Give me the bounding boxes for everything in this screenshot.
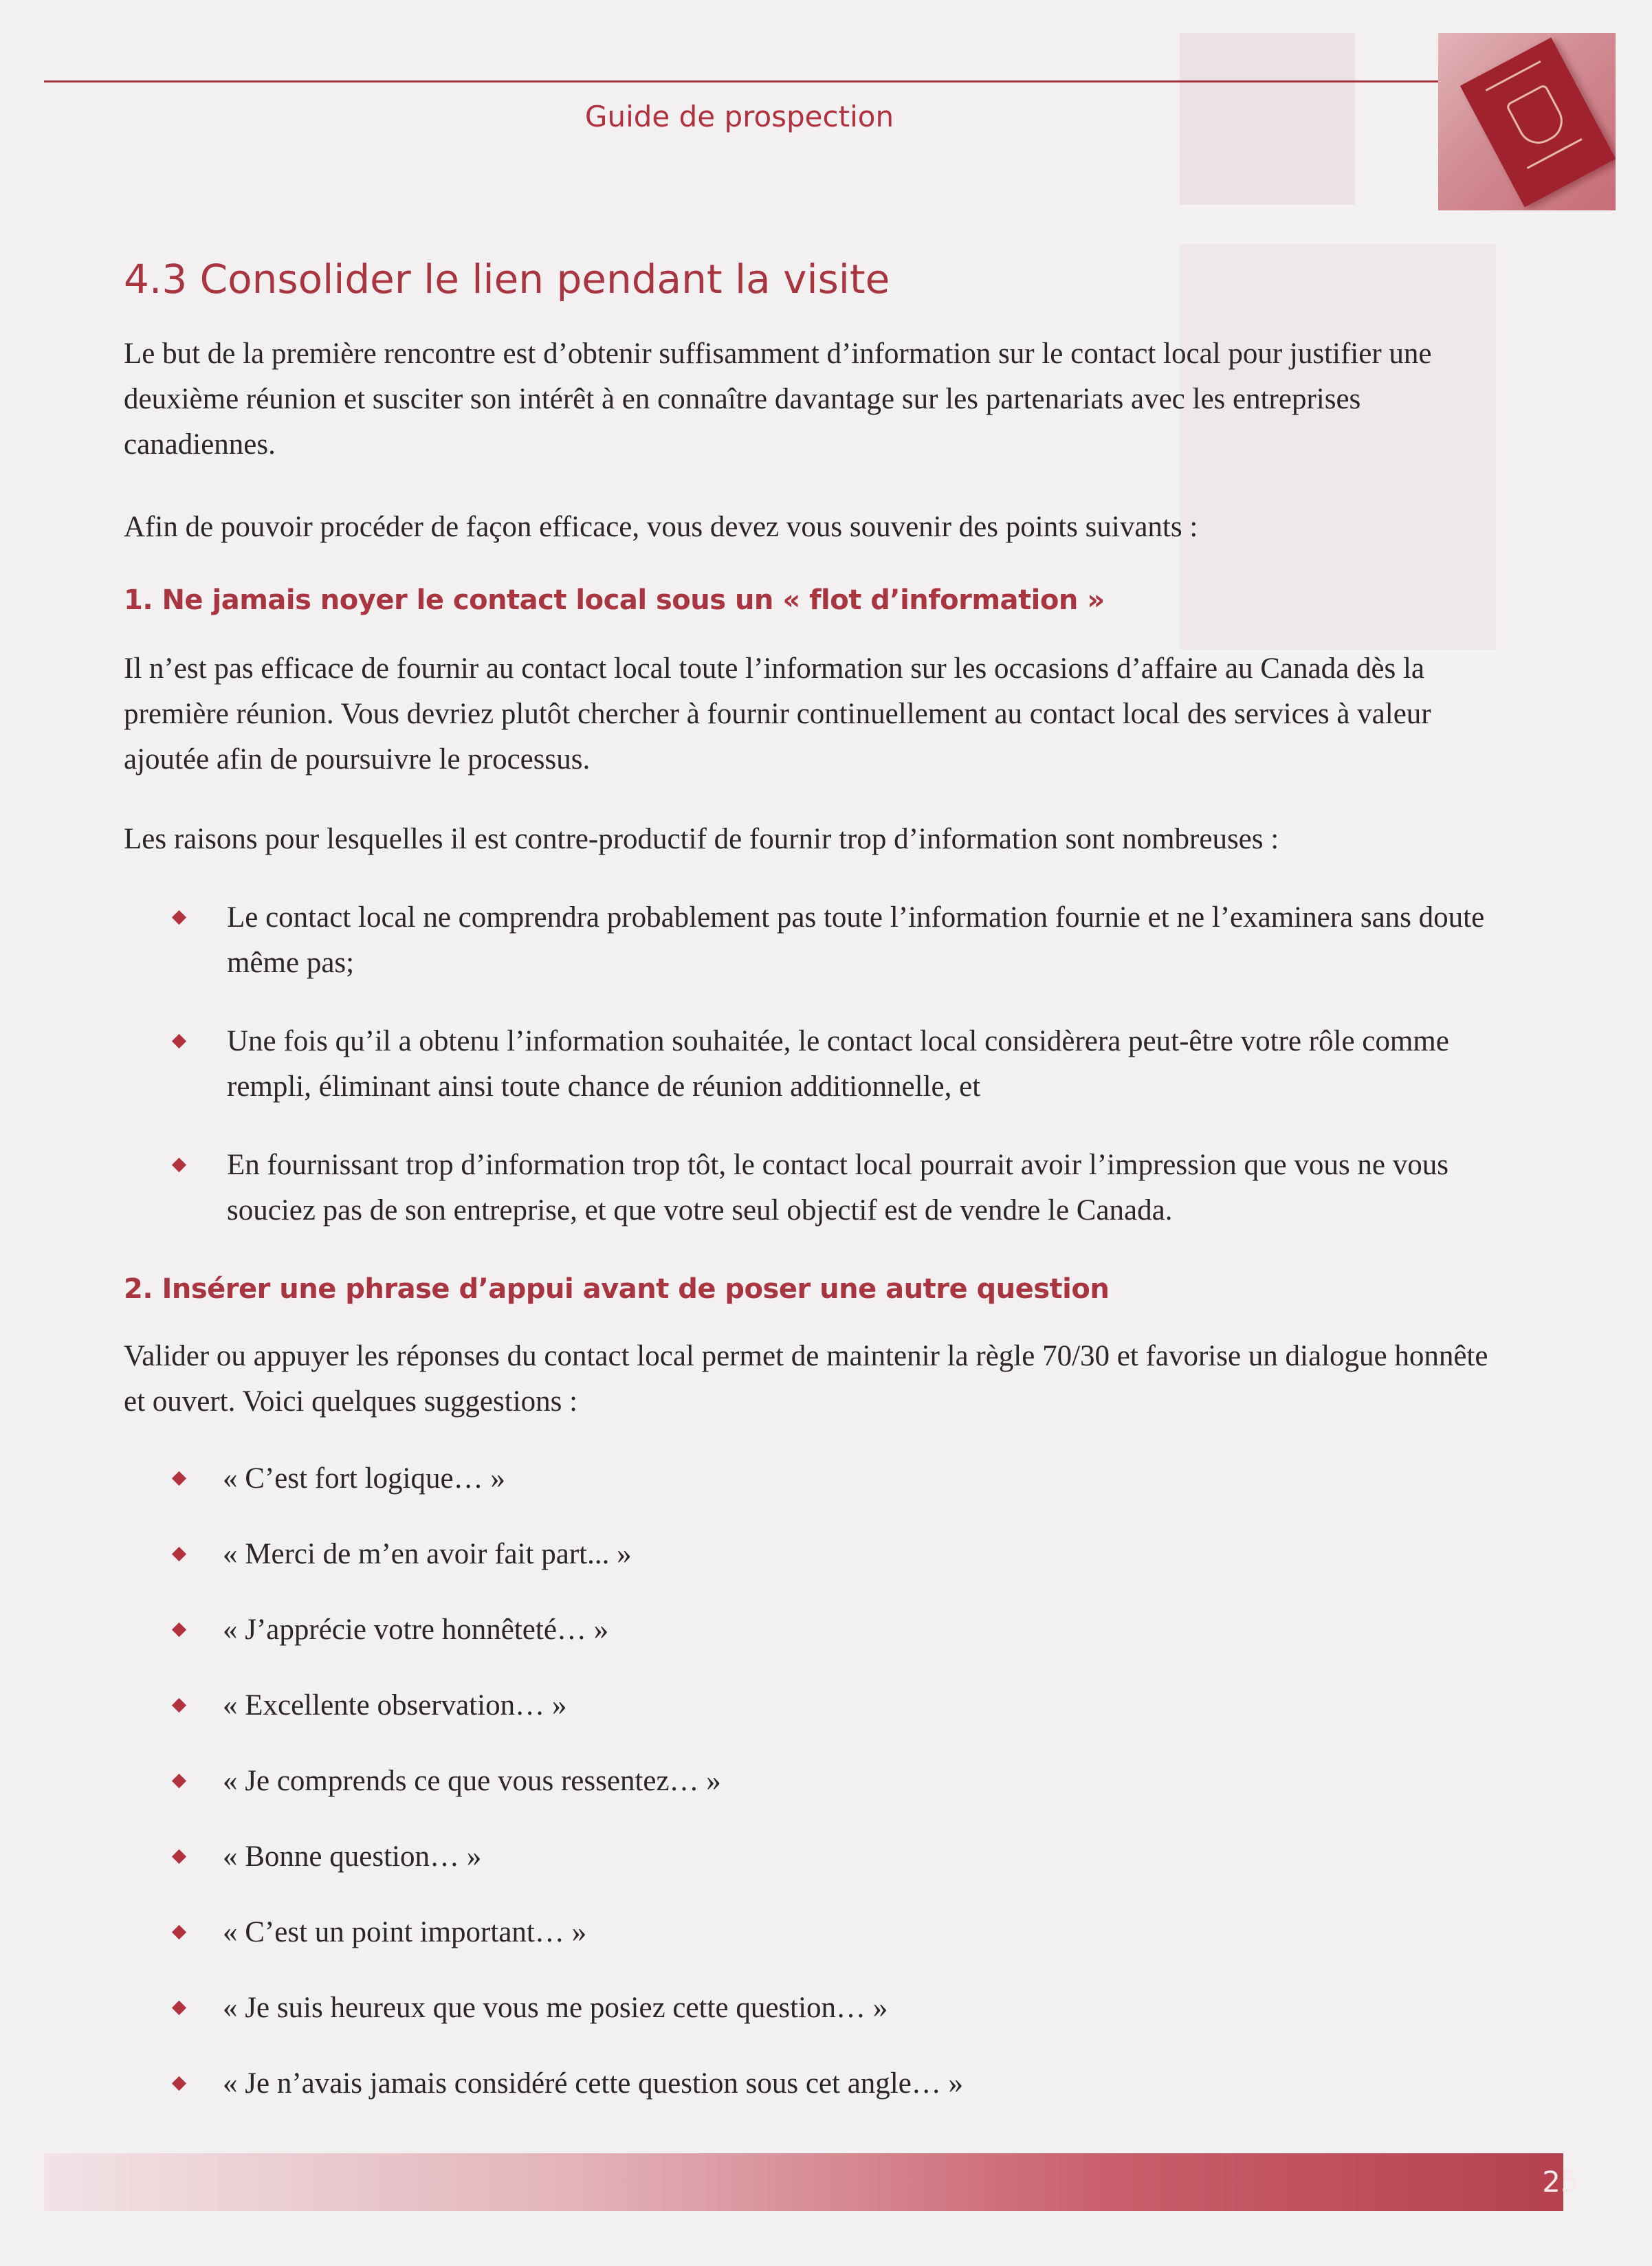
list-item-text: Le contact local ne comprendra probablement pas toute l’information fournie et ne l’examinera sans doute même pas;: [227, 901, 1485, 979]
point-2-heading: 2. Insérer une phrase d’appui avant de poser une autre question: [124, 1273, 1110, 1305]
diamond-bullet-icon: [172, 2076, 186, 2091]
diamond-bullet-icon: [172, 910, 186, 925]
diamond-bullet-icon: [172, 1774, 186, 1788]
passport-book-icon: [1460, 37, 1616, 207]
coat-of-arms-icon: [1505, 83, 1570, 151]
diamond-bullet-icon: [172, 1698, 186, 1713]
diamond-bullet-icon: [172, 2001, 186, 2015]
list-item-text: « Excellente observation… »: [223, 1689, 567, 1722]
lead-paragraph: Afin de pouvoir procéder de façon efficace, vous devez vous souvenir des points suivants :: [124, 511, 1198, 543]
list-item-text: « J’apprécie votre honnêteté… »: [223, 1614, 609, 1646]
diamond-bullet-icon: [172, 1925, 186, 1939]
diamond-bullet-icon: [172, 1034, 186, 1048]
list-item-text: « Merci de m’en avoir fait part... »: [223, 1538, 632, 1570]
section-heading: 4.3 Consolider le lien pendant la visite: [124, 256, 890, 302]
footer-band: [44, 2153, 1563, 2211]
list-item-text: « Bonne question… »: [223, 1840, 482, 1873]
point-2-body: Valider ou appuyer les réponses du contact local permet de maintenir la règle 70/30 et favorise un dialogue honnête et ouvert. Voici quelques suggestions :: [124, 1340, 1488, 1418]
diamond-bullet-icon: [172, 1547, 186, 1561]
passport-photo: [1438, 33, 1616, 210]
list-item-text: Une fois qu’il a obtenu l’information souhaitée, le contact local considèrera peut-être votre rôle comme rempli, éliminant ainsi toute chance de réunion additionnelle, et: [227, 1025, 1449, 1103]
list-item-text: « Je comprends ce que vous ressentez… »: [223, 1765, 721, 1797]
header-rule: [44, 80, 1446, 82]
point-1-body: Il n’est pas efficace de fournir au contact local toute l’information sur les occasions d’affaire au Canada dès la première réunion. Vous devriez plutôt chercher à fournir continuellement au contact local des services à valeur ajoutée afin de poursuivre le processus.: [124, 652, 1431, 776]
running-header-title: Guide de prospection: [584, 100, 894, 133]
list-item-text: « Je suis heureux que vous me posiez cette question… »: [223, 1992, 888, 2024]
passport-line: [1486, 60, 1541, 91]
point-1-heading: 1. Ne jamais noyer le contact local sous un « flot d’information »: [124, 584, 1105, 616]
page-number: 25: [1542, 2165, 1579, 2199]
list-item-text: « C’est un point important… »: [223, 1916, 587, 1948]
intro-paragraph: Le but de la première rencontre est d’obtenir suffisamment d’information sur le contact local pour justifier une deuxième réunion et susciter son intérêt à en connaître davantage sur les partenariats avec les entreprises canadiennes.: [124, 338, 1432, 461]
list-item-text: « C’est fort logique… »: [223, 1462, 505, 1495]
diamond-bullet-icon: [172, 1471, 186, 1486]
diamond-bullet-icon: [172, 1849, 186, 1864]
diamond-bullet-icon: [172, 1158, 186, 1172]
reasons-intro: Les raisons pour lesquelles il est contre-productif de fournir trop d’information sont nombreuses :: [124, 823, 1279, 855]
list-item-text: « Je n’avais jamais considéré cette question sous cet angle… »: [223, 2067, 964, 2100]
list-item-text: En fournissant trop d’information trop tôt, le contact local pourrait avoir l’impression que vous ne vous souciez pas de son entreprise, et que votre seul objectif est de vendre le Canada.: [227, 1149, 1449, 1226]
diamond-bullet-icon: [172, 1622, 186, 1637]
